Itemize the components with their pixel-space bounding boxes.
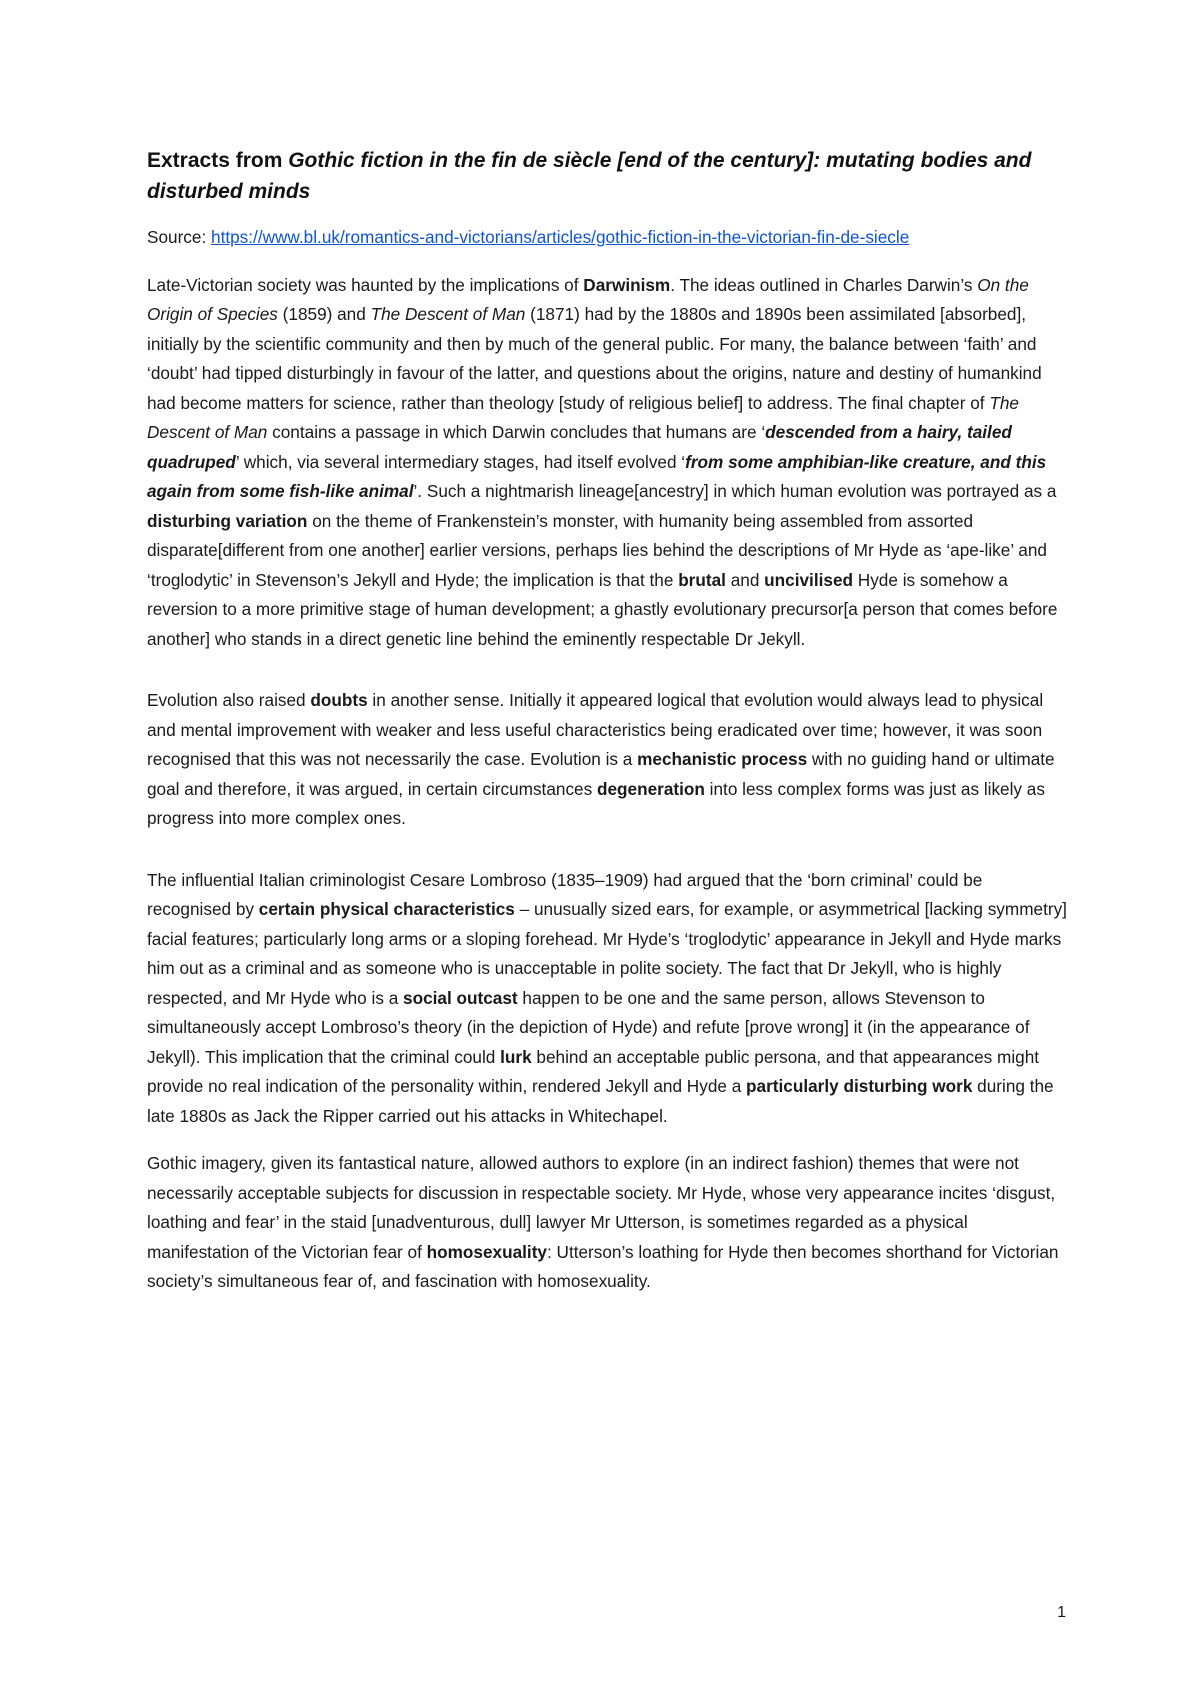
paragraph-darwinism	[147, 271, 1067, 655]
paragraph-evolution-doubts	[147, 686, 1067, 834]
source-line	[147, 223, 1067, 253]
page-content	[147, 145, 1067, 1315]
text-run: on the theme of Frankenstein’s monster, with humanity being assembled from assorted disparate[different from one another] earlier versions, perhaps lies behind the descriptions of Mr Hyde as ‘ape-like’ and ‘troglodytic’ in Stevenson’s Jekyll and Hyde; the implication is that the	[147, 510, 1047, 590]
title-italic: On the Origin of Species	[147, 274, 1029, 324]
page-number: 1	[1057, 1604, 1066, 1621]
text-run: Gothic imagery, given its fantastical nature, allowed authors to explore (in an indirect fashion) themes that were not necessarily acceptable subjects for discussion in respectable society. Mr Hyde, whose very appearance incites ‘disgust, loathing and fear’ in the staid [unadventurous, dull] lawyer Mr Utterson, is sometimes regarded as a physical manifestation of the Victorian fear of	[147, 1153, 1056, 1262]
text-run: Late-Victorian society was haunted by the implications of	[147, 274, 584, 295]
emphasis-bold: Darwinism	[583, 274, 671, 295]
emphasis-bold: particularly disturbing work	[746, 1076, 973, 1096]
document-heading	[147, 145, 1067, 207]
quote-bold-italic: from some amphibian-like creature, and this again from some fish-like animal	[147, 451, 1047, 501]
emphasis-bold: lurk	[500, 1046, 532, 1067]
text-run: . The ideas outlined in Charles Darwin’s	[670, 274, 978, 295]
emphasis-bold: brutal	[678, 569, 726, 590]
text-run: (1871) had by the 1880s and 1890s been assimilated [absorbed], initially by the scientific community and then by much of the general public. For many, the balance between ‘faith’ and ‘doubt’ had tipped disturbingly in favour of the latter, and questions about the origins, nature and destiny of humankind had become matters for science, rather than theology [study of religious belief] to address. The final chapter of	[147, 304, 1042, 413]
heading-plain: Extracts from	[147, 149, 289, 172]
text-run: contains a passage in which Darwin concludes that humans are ‘	[267, 422, 766, 442]
text-run: Hyde is somehow a reversion to a more primitive stage of human development; a ghastly evolutionary precursor[a person that comes before another] who stands in a direct genetic line behind the eminently respectable Dr Jekyll.	[147, 569, 1058, 649]
text-run: (1859) and	[277, 304, 371, 324]
emphasis-bold: mechanistic process	[637, 749, 808, 769]
text-run: – unusually sized ears, for example, or asymmetrical [lacking symmetry] facial features; particularly long arms or a sloping forehead. Mr Hyde’s ‘troglodytic’ appearance in Jekyll and Hyde marks him out as a criminal and as someone who is unacceptable in polite society. The fact that Dr Jekyll, who is highly respected, and Mr Hyde who is a	[147, 899, 1067, 1008]
text-run: ’ which, via several intermediary stages, had itself evolved ‘	[235, 451, 686, 472]
text-run: The influential Italian criminologist Cesare Lombroso (1835–1909) had argued that the ‘born criminal’ could be recognised by	[147, 869, 983, 919]
paragraph-gothic-imagery	[147, 1149, 1067, 1297]
text-run: with no guiding hand or ultimate goal and therefore, it was argued, in certain circumstances	[147, 749, 1055, 799]
text-run: behind an acceptable public persona, and that appearances might provide no real indication of the personality within, rendered Jekyll and Hyde a	[147, 1046, 1040, 1096]
emphasis-bold: homosexuality	[426, 1241, 547, 1262]
heading-italic: Gothic fiction in the fin de siècle [end of the century]: mutating bodies and disturbed minds	[147, 149, 1032, 203]
emphasis-bold: disturbing variation	[147, 510, 308, 531]
text-run: during the late 1880s as Jack the Ripper carried out his attacks in Whitechapel.	[147, 1076, 1054, 1126]
source-label: Source:	[147, 227, 212, 247]
quote-bold-italic: descended from a hairy, tailed quadruped	[147, 422, 1012, 472]
title-italic: The Descent of Man	[147, 392, 1019, 442]
emphasis-bold: uncivilised	[764, 569, 854, 590]
title-italic: The Descent of Man	[370, 304, 526, 324]
emphasis-bold: social outcast	[403, 987, 518, 1008]
emphasis-bold: certain physical characteristics	[258, 899, 515, 919]
text-run: and	[725, 569, 765, 590]
text-run: ’. Such a nightmarish lineage[ancestry] in which human evolution was portrayed as a	[413, 481, 1057, 501]
text-run: Evolution also raised	[147, 690, 311, 710]
source-link[interactable]: https://www.bl.uk/romantics-and-victorians/articles/gothic-fiction-in-the-victorian-fin-de-siecle	[211, 227, 910, 247]
text-run: : Utterson’s loathing for Hyde then becomes shorthand for Victorian society’s simultaneous fear of, and fascination with homosexuality.	[147, 1241, 1059, 1291]
emphasis-bold: doubts	[310, 690, 368, 710]
text-run: in another sense. Initially it appeared logical that evolution would always lead to physical and mental improvement with weaker and less useful characteristics being eradicated over time; however, it was soon recognised that this was not necessarily the case. Evolution is a	[147, 690, 1044, 769]
text-run: happen to be one and the same person, allows Stevenson to simultaneously accept Lombroso’s theory (in the depiction of Hyde) and refute [prove wrong] it (in the appearance of Jekyll). This implication that the criminal could	[147, 987, 1030, 1067]
emphasis-bold: degeneration	[596, 778, 705, 799]
text-run: into less complex forms was just as likely as progress into more complex ones.	[147, 778, 1045, 828]
paragraph-lombroso	[147, 866, 1067, 1132]
